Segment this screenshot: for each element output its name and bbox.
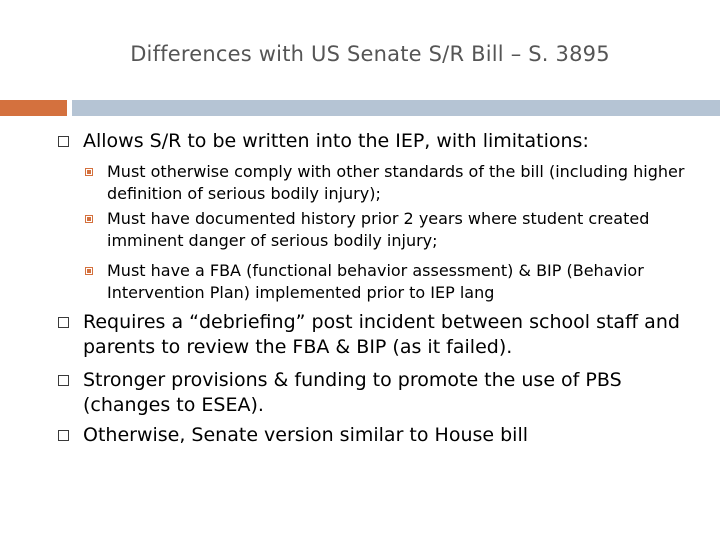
filled-square-bullet-icon: [85, 267, 93, 275]
subbullet-1-1-text: Must otherwise comply with other standards of the bill (including higher definition of serious bodily injury);: [107, 162, 685, 203]
bullet-3: [80, 368, 700, 418]
subbullet-1-3-text: Must have a FBA (functional behavior assessment) & BIP (Behavior Intervention Plan) implemented prior to IEP lang: [107, 261, 644, 302]
subbullet-1-1: [88, 161, 688, 205]
bullet-2: [80, 310, 700, 360]
hollow-square-bullet-icon: [58, 136, 69, 147]
bullet-1: [80, 129, 700, 154]
subbullet-1-3: [88, 260, 688, 304]
slide-title: Differences with US Senate S/R Bill – S. 3895: [130, 42, 610, 66]
subbullet-1-2: [88, 208, 688, 252]
bullet-3-text: Stronger provisions & funding to promote the use of PBS (changes to ESEA).: [83, 369, 622, 416]
hollow-square-bullet-icon: [58, 430, 69, 441]
bullet-4: [80, 423, 700, 448]
hollow-square-bullet-icon: [58, 375, 69, 386]
hollow-square-bullet-icon: [58, 317, 69, 328]
bullet-4-text: Otherwise, Senate version similar to House bill: [83, 424, 529, 446]
filled-square-bullet-icon: [85, 215, 93, 223]
bullet-2-text: Requires a “debriefing” post incident between school staff and parents to review the FBA & BIP (as it failed).: [83, 311, 680, 358]
bullet-1-text: Allows S/R to be written into the IEP, with limitations:: [83, 130, 589, 152]
filled-square-bullet-icon: [85, 168, 93, 176]
subbullet-1-2-text: Must have documented history prior 2 years where student created imminent danger of serious bodily injury;: [107, 209, 650, 250]
